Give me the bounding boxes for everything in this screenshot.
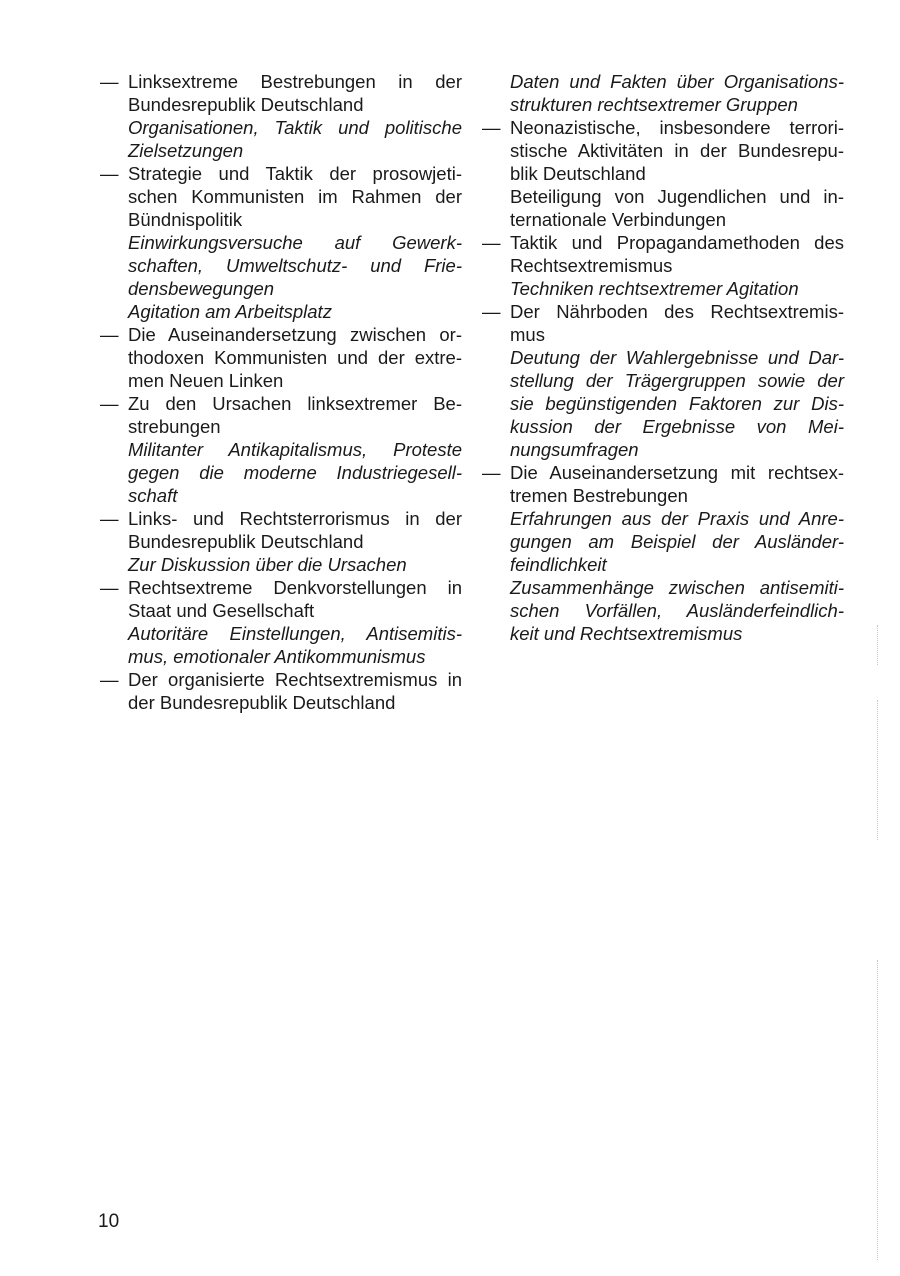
topic-subtitle-line: Organisationen, Taktik und politische <box>128 117 462 138</box>
topic-entry <box>482 231 844 300</box>
topic-entry <box>100 507 462 576</box>
topic-subtitle-line: nungsumfragen <box>510 439 639 460</box>
topic-subtitle-line: kussion der Ergebnisse von Mei- <box>510 416 844 437</box>
topic-subtitle-line: Deutung der Wahlergebnisse und Dar- <box>510 347 844 368</box>
scan-edge-mark <box>877 700 879 840</box>
topic-subtitle-line: schaften, Umweltschutz- und Frie- <box>128 255 462 276</box>
topic-subtitle-line: Zielsetzungen <box>128 140 244 161</box>
dash-bullet: — <box>100 669 119 690</box>
topic-entry <box>100 668 462 714</box>
topic-subtitle-line: Zur Diskussion über die Ursachen <box>128 554 407 575</box>
dash-bullet: — <box>482 232 501 253</box>
topic-title-line: Strategie und Taktik der prosowjeti- <box>128 163 462 184</box>
topic-title-line: schen Kommunisten im Rahmen der <box>128 186 462 207</box>
topic-subtitle-line: stellung der Trägergruppen sowie der <box>510 370 844 391</box>
topic-title-line: tremen Bestrebungen <box>510 485 688 506</box>
topic-subtitle-line: schen Vorfällen, Ausländerfeindlich- <box>510 600 844 621</box>
continuation-block <box>482 70 844 116</box>
topic-title-line: mus <box>510 324 545 345</box>
topic-title-line: thodoxen Kommunisten und der extre- <box>128 347 462 368</box>
topic-entry <box>100 392 462 507</box>
topic-entry <box>482 300 844 461</box>
page-number: 10 <box>98 1211 120 1232</box>
topic-title-line: Der organisierte Rechtsextremismus in <box>128 669 462 690</box>
right-column <box>482 70 844 645</box>
topic-subtitle-line: Einwirkungsversuche auf Gewerk- <box>128 232 462 253</box>
topic-subtitle-line: Agitation am Arbeitsplatz <box>128 301 332 322</box>
topic-subtitle-line: strukturen rechtsextremer Gruppen <box>510 94 798 115</box>
topic-title-line: men Neuen Linken <box>128 370 284 391</box>
topic-title-line: Linksextreme Bestrebungen in der <box>128 71 462 92</box>
topic-title-line: stische Aktivitäten in der Bundesrepu- <box>510 140 844 161</box>
topic-entry <box>482 116 844 231</box>
topic-entry <box>100 162 462 323</box>
topic-title-line: Taktik und Propagandamethoden des <box>510 232 844 253</box>
topic-subtitle-line: densbewegungen <box>128 278 275 299</box>
dash-bullet: — <box>482 301 501 322</box>
dash-bullet: — <box>100 71 119 92</box>
left-column <box>100 70 462 714</box>
scan-edge-mark <box>877 960 879 1260</box>
topic-entry <box>100 576 462 668</box>
topic-subtitle-line: gegen die moderne Industriegesell- <box>128 462 462 483</box>
topic-title-line: Rechtsextreme Denkvorstellungen in <box>128 577 462 598</box>
topic-subtitle-line: feindlichkeit <box>510 554 607 575</box>
dash-bullet: — <box>100 393 119 414</box>
topic-subtitle-line: mus, emotionaler Antikommunismus <box>128 646 426 667</box>
dash-bullet: — <box>100 577 119 598</box>
topic-title-line: blik Deutschland <box>510 163 646 184</box>
topic-title-line: Bundesrepublik Deutschland <box>128 531 364 552</box>
topic-subtitle-line: schaft <box>128 485 178 506</box>
topic-subtitle-line: Erfahrungen aus der Praxis und Anre- <box>510 508 844 529</box>
topic-subtitle-line: Autoritäre Einstellungen, Antisemitis- <box>128 623 462 644</box>
dash-bullet: — <box>100 508 119 529</box>
dash-bullet: — <box>482 462 501 483</box>
topic-title-line: Links- und Rechtsterrorismus in der <box>128 508 462 529</box>
topic-entry <box>100 323 462 392</box>
topic-entry <box>100 70 462 162</box>
topic-title-line: Rechtsextremismus <box>510 255 673 276</box>
dash-bullet: — <box>482 117 501 138</box>
topic-title-line: Die Auseinandersetzung zwischen or- <box>128 324 462 345</box>
topic-title-line: der Bundesrepublik Deutschland <box>128 692 396 713</box>
topic-subtitle-line: keit und Rechtsextremismus <box>510 623 743 644</box>
dash-bullet: — <box>100 324 119 345</box>
topic-subtitle-line: Militanter Antikapitalismus, Proteste <box>128 439 462 460</box>
dash-bullet: — <box>100 163 119 184</box>
scan-edge-mark <box>877 625 879 665</box>
topic-subtitle-line: sie begünstigenden Faktoren zur Dis- <box>510 393 844 414</box>
topic-title-line: Neonazistische, insbesondere terrori- <box>510 117 844 138</box>
topic-subtitle-line: gungen am Beispiel der Ausländer- <box>510 531 844 552</box>
topic-subtitle-line: Techniken rechtsextremer Agitation <box>510 278 799 299</box>
topic-title-line: Die Auseinandersetzung mit rechtsex- <box>510 462 844 483</box>
topic-entry <box>482 461 844 645</box>
topic-subtitle-line: Daten und Fakten über Organisations- <box>510 71 844 92</box>
topic-title-line: Bündnispolitik <box>128 209 243 230</box>
topic-title-line: strebungen <box>128 416 221 437</box>
topic-title-line: Der Nährboden des Rechtsextremis- <box>510 301 844 322</box>
topic-detail-line: ternationale Verbindungen <box>510 209 727 230</box>
topic-title-line: Staat und Gesellschaft <box>128 600 315 621</box>
topic-subtitle-line: Zusammenhänge zwischen antisemiti- <box>510 577 844 598</box>
topic-title-line: Bundesrepublik Deutschland <box>128 94 364 115</box>
topic-detail-line: Beteiligung von Jugendlichen und in- <box>510 186 844 207</box>
topic-title-line: Zu den Ursachen linksextremer Be- <box>128 393 462 414</box>
